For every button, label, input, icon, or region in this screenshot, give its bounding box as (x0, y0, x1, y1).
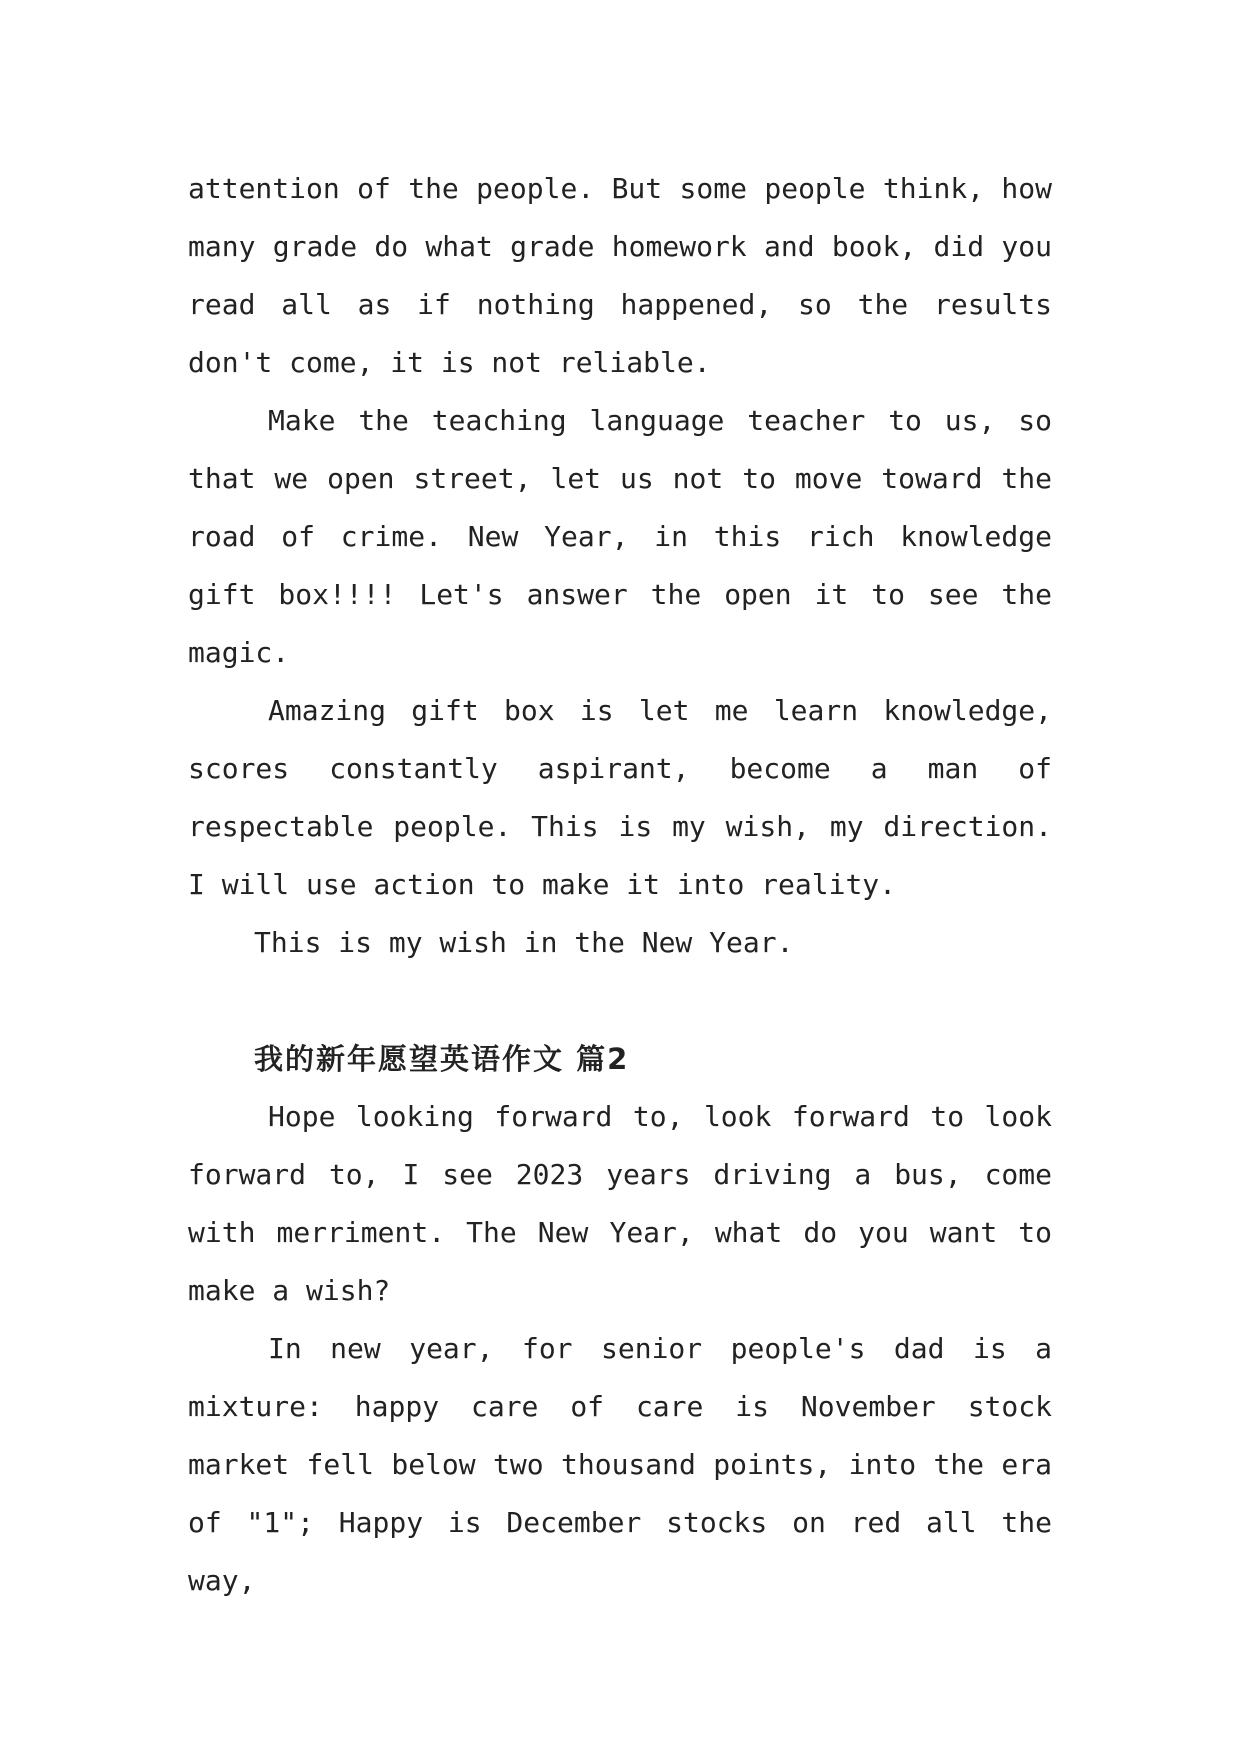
paragraph: Amazing gift box is let me learn knowledge, scores constantly aspirant, become a man of respectable people. This is my wish, my direction. I will use action to make it into reality. (188, 694, 1052, 901)
paragraph: Make the teaching language teacher to us, so that we open street, let us not to move toward the road of crime. New Year, in this rich knowledge gift box!!!! Let's answer the open it to see the magic. (188, 404, 1052, 669)
paragraph: Hope looking forward to, look forward to look forward to, I see 2023 years driving a bus, come with merriment. The New Year, what do you want to make a wish? (188, 1100, 1052, 1307)
paragraph: attention of the people. But some people think, how many grade do what grade homework and book, did you read all as if nothing happened, so the results don't come, it is not reliable. (188, 172, 1052, 379)
paragraph: This is my wish in the New Year. (254, 926, 794, 959)
section-heading: 我的新年愿望英语作文 篇2 (254, 1042, 630, 1076)
document-body (188, 160, 1052, 1610)
paragraph: In new year, for senior people's dad is a mixture: happy care of care is November stock market fell below two thousand points, into the era of "1"; Happy is December stocks on red all the way, (188, 1332, 1052, 1597)
